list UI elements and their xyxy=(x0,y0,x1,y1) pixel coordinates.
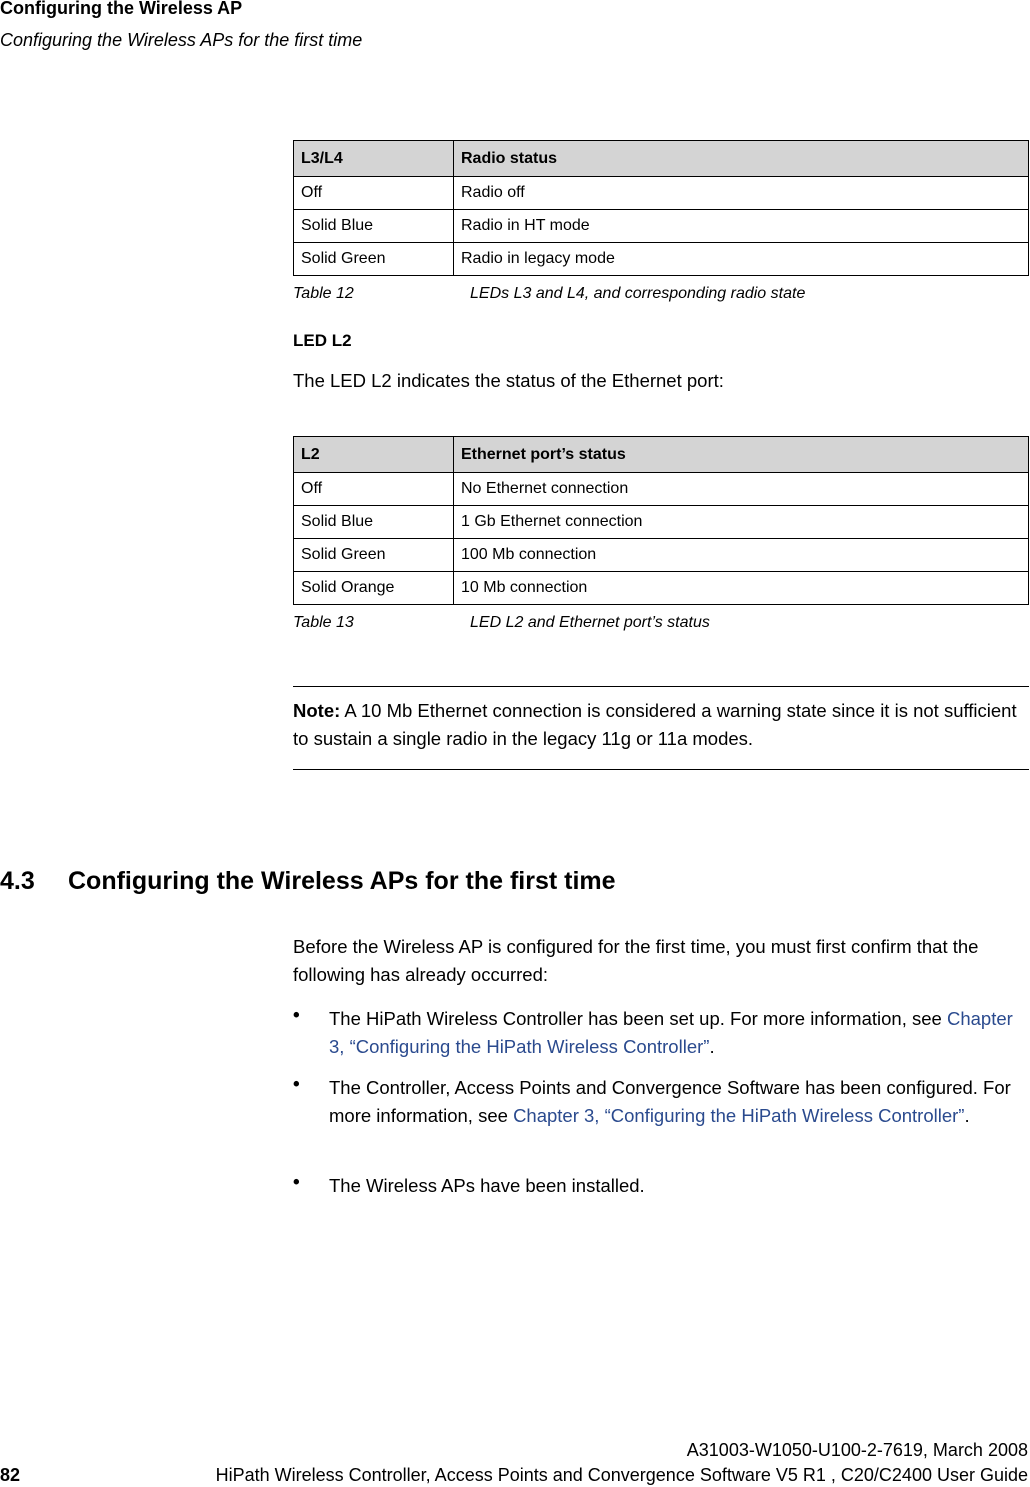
running-header-subtitle: Configuring the Wireless APs for the first time xyxy=(0,30,363,50)
table-row xyxy=(294,473,1029,506)
table-row xyxy=(294,177,1029,210)
note-label: Note: xyxy=(293,700,341,721)
table-header-row xyxy=(294,141,1029,177)
list-item-text: The Controller, Access Points and Convergence Software has been configured. For more information, see xyxy=(329,1077,1011,1126)
table-cell: Radio in legacy mode xyxy=(454,243,1029,276)
table-row xyxy=(294,539,1029,572)
footer-page-number: 82 xyxy=(0,1465,21,1485)
table-cell: Solid Green xyxy=(294,539,454,572)
note-box xyxy=(293,686,1029,770)
table-12-radio-status xyxy=(293,140,1029,276)
bullet-icon: • xyxy=(293,1074,300,1095)
note-text: A 10 Mb Ethernet connection is considered a warning state since it is not sufficient to sustain a single radio in the legacy 11g or 11a modes. xyxy=(293,700,1017,749)
running-header-title: Configuring the Wireless AP xyxy=(0,0,243,18)
section-intro: Before the Wireless AP is configured for the first time, you must first confirm that the following has already occurred: xyxy=(293,936,979,985)
list-item xyxy=(329,1172,1029,1200)
column-header: L2 xyxy=(294,437,454,473)
section-number: 4.3 xyxy=(0,867,35,895)
table-cell: Solid Blue xyxy=(294,506,454,539)
chapter-3-cross-reference-link[interactable]: Chapter 3, “Configuring the HiPath Wireless Controller” xyxy=(513,1105,965,1126)
footer-document-id: A31003-W1050-U100-2-7619, March 2008 xyxy=(686,1440,1028,1460)
section-heading xyxy=(0,867,616,896)
table-row xyxy=(294,506,1029,539)
table-12-caption-text: LEDs L3 and L4, and corresponding radio state xyxy=(470,285,806,302)
table-cell: 10 Mb connection xyxy=(454,572,1029,605)
column-header: Radio status xyxy=(454,141,1029,177)
table-row xyxy=(294,572,1029,605)
bullet-icon: • xyxy=(293,1005,300,1026)
list-item-end: . xyxy=(964,1105,970,1126)
table-cell: 1 Gb Ethernet connection xyxy=(454,506,1029,539)
bullet-icon: • xyxy=(293,1172,300,1193)
table-cell: Off xyxy=(294,473,454,506)
table-cell: Solid Green xyxy=(294,243,454,276)
table-cell: No Ethernet connection xyxy=(454,473,1029,506)
column-header: Ethernet port’s status xyxy=(454,437,1029,473)
list-item-end: . xyxy=(709,1036,715,1057)
list-item xyxy=(329,1074,1029,1130)
table-13-caption-text: LED L2 and Ethernet port’s status xyxy=(470,614,710,631)
table-12-caption-label: Table 12 xyxy=(293,285,354,302)
list-item-text: The Wireless APs have been installed. xyxy=(329,1175,645,1196)
table-row xyxy=(294,243,1029,276)
list-item-text: The HiPath Wireless Controller has been set up. For more information, see xyxy=(329,1008,947,1029)
table-cell: 100 Mb connection xyxy=(454,539,1029,572)
section-title: Configuring the Wireless APs for the first time xyxy=(68,867,616,895)
led-l2-intro: The LED L2 indicates the status of the Ethernet port: xyxy=(293,370,724,391)
table-cell: Radio in HT mode xyxy=(454,210,1029,243)
chapter-3-cross-reference-link[interactable]: Chapter 3, “Configuring the HiPath Wireless Controller” xyxy=(329,1008,1013,1057)
list-item xyxy=(329,1005,1029,1061)
table-cell: Radio off xyxy=(454,177,1029,210)
table-13-ethernet-status xyxy=(293,436,1029,605)
table-row xyxy=(294,210,1029,243)
table-header-row xyxy=(294,437,1029,473)
table-cell: Solid Blue xyxy=(294,210,454,243)
table-cell: Off xyxy=(294,177,454,210)
table-cell: Solid Orange xyxy=(294,572,454,605)
led-l2-heading: LED L2 xyxy=(293,331,352,350)
footer-guide-title: HiPath Wireless Controller, Access Points and Convergence Software V5 R1 , C20/C2400 User Guide xyxy=(215,1465,1028,1485)
table-13-caption-label: Table 13 xyxy=(293,614,354,631)
column-header: L3/L4 xyxy=(294,141,454,177)
